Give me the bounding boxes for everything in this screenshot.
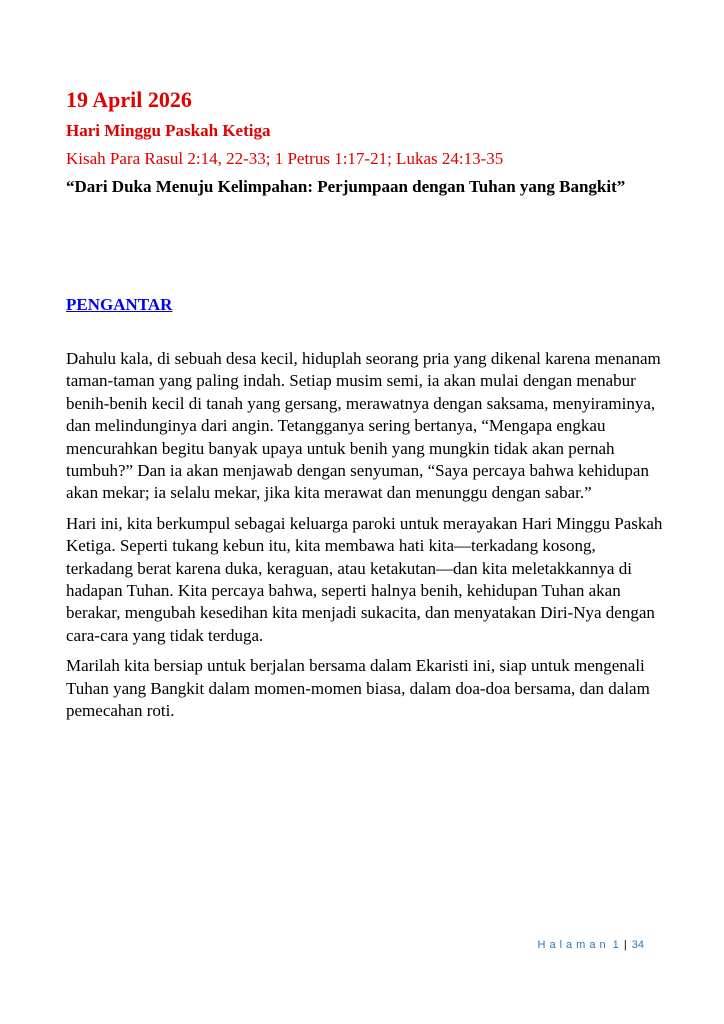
- header-block: [66, 86, 666, 198]
- date-heading: 19 April 2026: [66, 87, 192, 112]
- liturgical-day-title: Hari Minggu Paskah Ketiga: [66, 121, 271, 140]
- homily-theme-title: “Dari Duka Menuju Kelimpahan: Perjumpaan dengan Tuhan yang Bangkit”: [66, 177, 626, 196]
- paragraph: Dahulu kala, di sebuah desa kecil, hiduplah seorang pria yang dikenal karena menanam taman-taman yang paling indah. Setiap musim semi, ia akan mulai dengan menabur benih-benih kecil di tanah yang gersang, merawatnya dengan saksama, menyiraminya, dan melindunginya dari angin. Tetangganya sering bertanya, “Mengapa engkau mencurahkan begitu banyak upaya untuk benih yang mungkin tidak akan pernah tumbuh?” Dan ia akan menjawab dengan senyuman, “Saya percaya bahwa kehidupan akan mekar; ia selalu mekar, jika kita merawat dan menunggu dengan sabar.”: [66, 349, 661, 503]
- page-total: 34: [631, 939, 644, 951]
- paragraph: Hari ini, kita berkumpul sebagai keluarga paroki untuk merayakan Hari Minggu Paskah Ketiga. Seperti tukang kebun itu, kita membawa hati kita—terkadang kosong, terkadang berat karena duka, keraguan, atau ketakutan—dan kita meletakkannya di hadapan Tuhan. Kita percaya bahwa, seperti halnya benih, kehidupan Tuhan akan berakar, mengubah kesedihan kita menjadi sukacita, dan menyatakan Diri-Nya dengan cara-cara yang tidak terduga.: [66, 513, 663, 645]
- page-separator: |: [623, 939, 627, 951]
- page-footer: [538, 939, 644, 951]
- paragraph: Marilah kita bersiap untuk berjalan bersama dalam Ekaristi ini, siap untuk mengenali Tuhan yang Bangkit dalam momen-momen biasa, dalam doa-doa bersama, dan dalam pemecahan roti.: [66, 656, 650, 721]
- page-number: 1: [612, 939, 619, 951]
- section-heading-pengantar[interactable]: PENGANTAR: [66, 295, 173, 314]
- body-text: [66, 348, 666, 731]
- readings-reference: Kisah Para Rasul 2:14, 22-33; 1 Petrus 1:17-21; Lukas 24:13-35: [66, 149, 504, 168]
- page-label: Halaman: [537, 939, 610, 951]
